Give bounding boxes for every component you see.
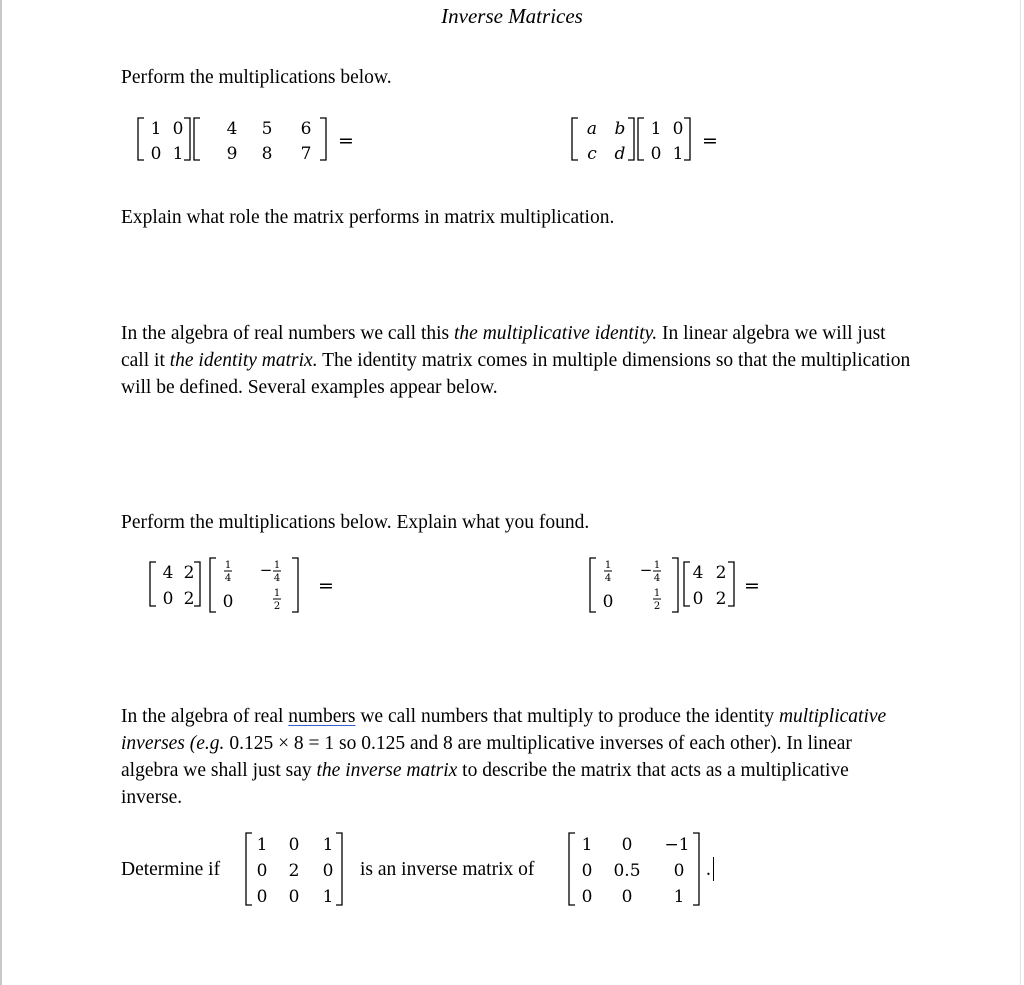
matrix-cell: 0: [322, 861, 334, 881]
matrix-cell: 0.5: [613, 861, 641, 881]
matrix-cell: 0: [256, 861, 268, 881]
fraction-denominator: 4: [273, 573, 281, 584]
fraction-denominator: 4: [224, 573, 232, 584]
fraction-denominator: 4: [604, 573, 612, 584]
matrix-cell: 2: [288, 861, 300, 881]
matrix-cell: 6: [300, 119, 312, 139]
minus-sign: −: [259, 561, 273, 579]
matrix-cell: 1: [672, 144, 684, 164]
matrix-cell: 0: [288, 887, 300, 907]
matrix-cell: 5: [261, 119, 273, 139]
fraction-numerator: 1: [273, 588, 281, 599]
matrix-cell: 2: [183, 563, 195, 583]
matrix-cell: 0: [162, 589, 174, 609]
section3-heading: Perform the multiplications below. Explain what you found.: [121, 512, 590, 533]
inverse-question-text: is an inverse matrix of: [360, 859, 535, 880]
matrix-cell: 0: [650, 144, 662, 164]
page-right-edge: [1020, 0, 1021, 985]
matrix-cell: 0: [581, 861, 593, 881]
matrix-b-3x3: [563, 830, 713, 910]
identity-paragraph: In the algebra of real numbers we call this the multiplicative identity. In linear algebra we will just call it the identity matrix. The identity matrix comes in multiple dimensions so that the multiplication will be defined. Several examples appear below.: [121, 323, 911, 398]
matrix-cell: 1: [322, 835, 334, 855]
matrix-cell: 1: [581, 835, 593, 855]
text-cursor: [713, 857, 714, 881]
matrix-cell: d: [614, 144, 626, 164]
matrix-cell: 4: [692, 563, 704, 583]
identity-times-matrix-expression: [134, 114, 364, 170]
matrix-cell: c: [587, 144, 597, 164]
inverse-times-matrix-expression: [586, 556, 786, 616]
matrix-cell: 0: [602, 592, 614, 612]
matrix-a-3x3: [240, 830, 350, 910]
matrix-cell: 2: [715, 563, 727, 583]
matrix-cell: 8: [261, 144, 273, 164]
fraction-numerator: 1: [224, 560, 232, 571]
matrix-cell: 2: [183, 589, 195, 609]
inverse-paragraph: In the algebra of real numbers we call numbers that multiply to produce the identity multiplicative inverses (e.g. 0.125 × 8 = 1 so 0.125 and 8 are multiplicative inverses of each other). In linear algebra we shall just say the inverse matrix to describe the matrix that acts as a multiplicative inverse.: [121, 706, 887, 808]
equals-sign: =: [338, 130, 354, 152]
matrix-times-inverse-expression: [146, 556, 376, 616]
matrix-cell: 9: [226, 144, 238, 164]
page-left-edge: [0, 0, 2, 985]
matrix-cell: 1: [172, 144, 184, 164]
minus-sign: −: [639, 561, 653, 579]
fraction-numerator: 1: [653, 560, 661, 571]
period: .: [706, 859, 711, 880]
fraction-numerator: 1: [604, 560, 612, 571]
matrix-cell: −1: [664, 835, 690, 855]
matrix-cell: 0: [222, 592, 234, 612]
matrix-cell: 0: [581, 887, 593, 907]
matrix-cell: 1: [256, 835, 268, 855]
matrix-cell: 1: [150, 119, 162, 139]
matrix-cell: b: [614, 119, 626, 139]
fraction-numerator: 1: [653, 588, 661, 599]
matrix-cell: 7: [300, 144, 312, 164]
fraction-denominator: 4: [653, 573, 661, 584]
role-question: Explain what role the matrix performs in matrix multiplication.: [121, 207, 615, 228]
equals-sign: =: [318, 575, 334, 597]
fraction-denominator: 2: [273, 601, 281, 612]
matrix-cell: a: [586, 119, 598, 139]
matrix-cell: 1: [322, 887, 334, 907]
matrix-cell: 1: [673, 887, 685, 907]
section1-heading: Perform the multiplications below.: [121, 67, 392, 88]
fraction-numerator: 1: [273, 560, 281, 571]
matrix-cell: 0: [673, 861, 685, 881]
equals-sign: =: [744, 575, 760, 597]
matrix-cell: 2: [715, 589, 727, 609]
matrix-cell: 0: [288, 835, 300, 855]
matrix-cell: 0: [672, 119, 684, 139]
matrix-cell: 0: [621, 887, 633, 907]
determine-label: Determine if: [121, 859, 221, 880]
equals-sign: =: [702, 130, 718, 152]
document-title: Inverse Matrices: [441, 4, 583, 28]
matrix-cell: 0: [621, 835, 633, 855]
matrix-cell: 1: [650, 119, 662, 139]
matrix-cell: 0: [150, 144, 162, 164]
abcd-times-identity-expression: [568, 114, 768, 170]
fraction-denominator: 2: [653, 601, 661, 612]
matrix-cell: 4: [162, 563, 174, 583]
matrix-cell: 0: [256, 887, 268, 907]
matrix-cell: 0: [172, 119, 184, 139]
matrix-cell: 0: [692, 589, 704, 609]
matrix-cell: 4: [226, 119, 238, 139]
